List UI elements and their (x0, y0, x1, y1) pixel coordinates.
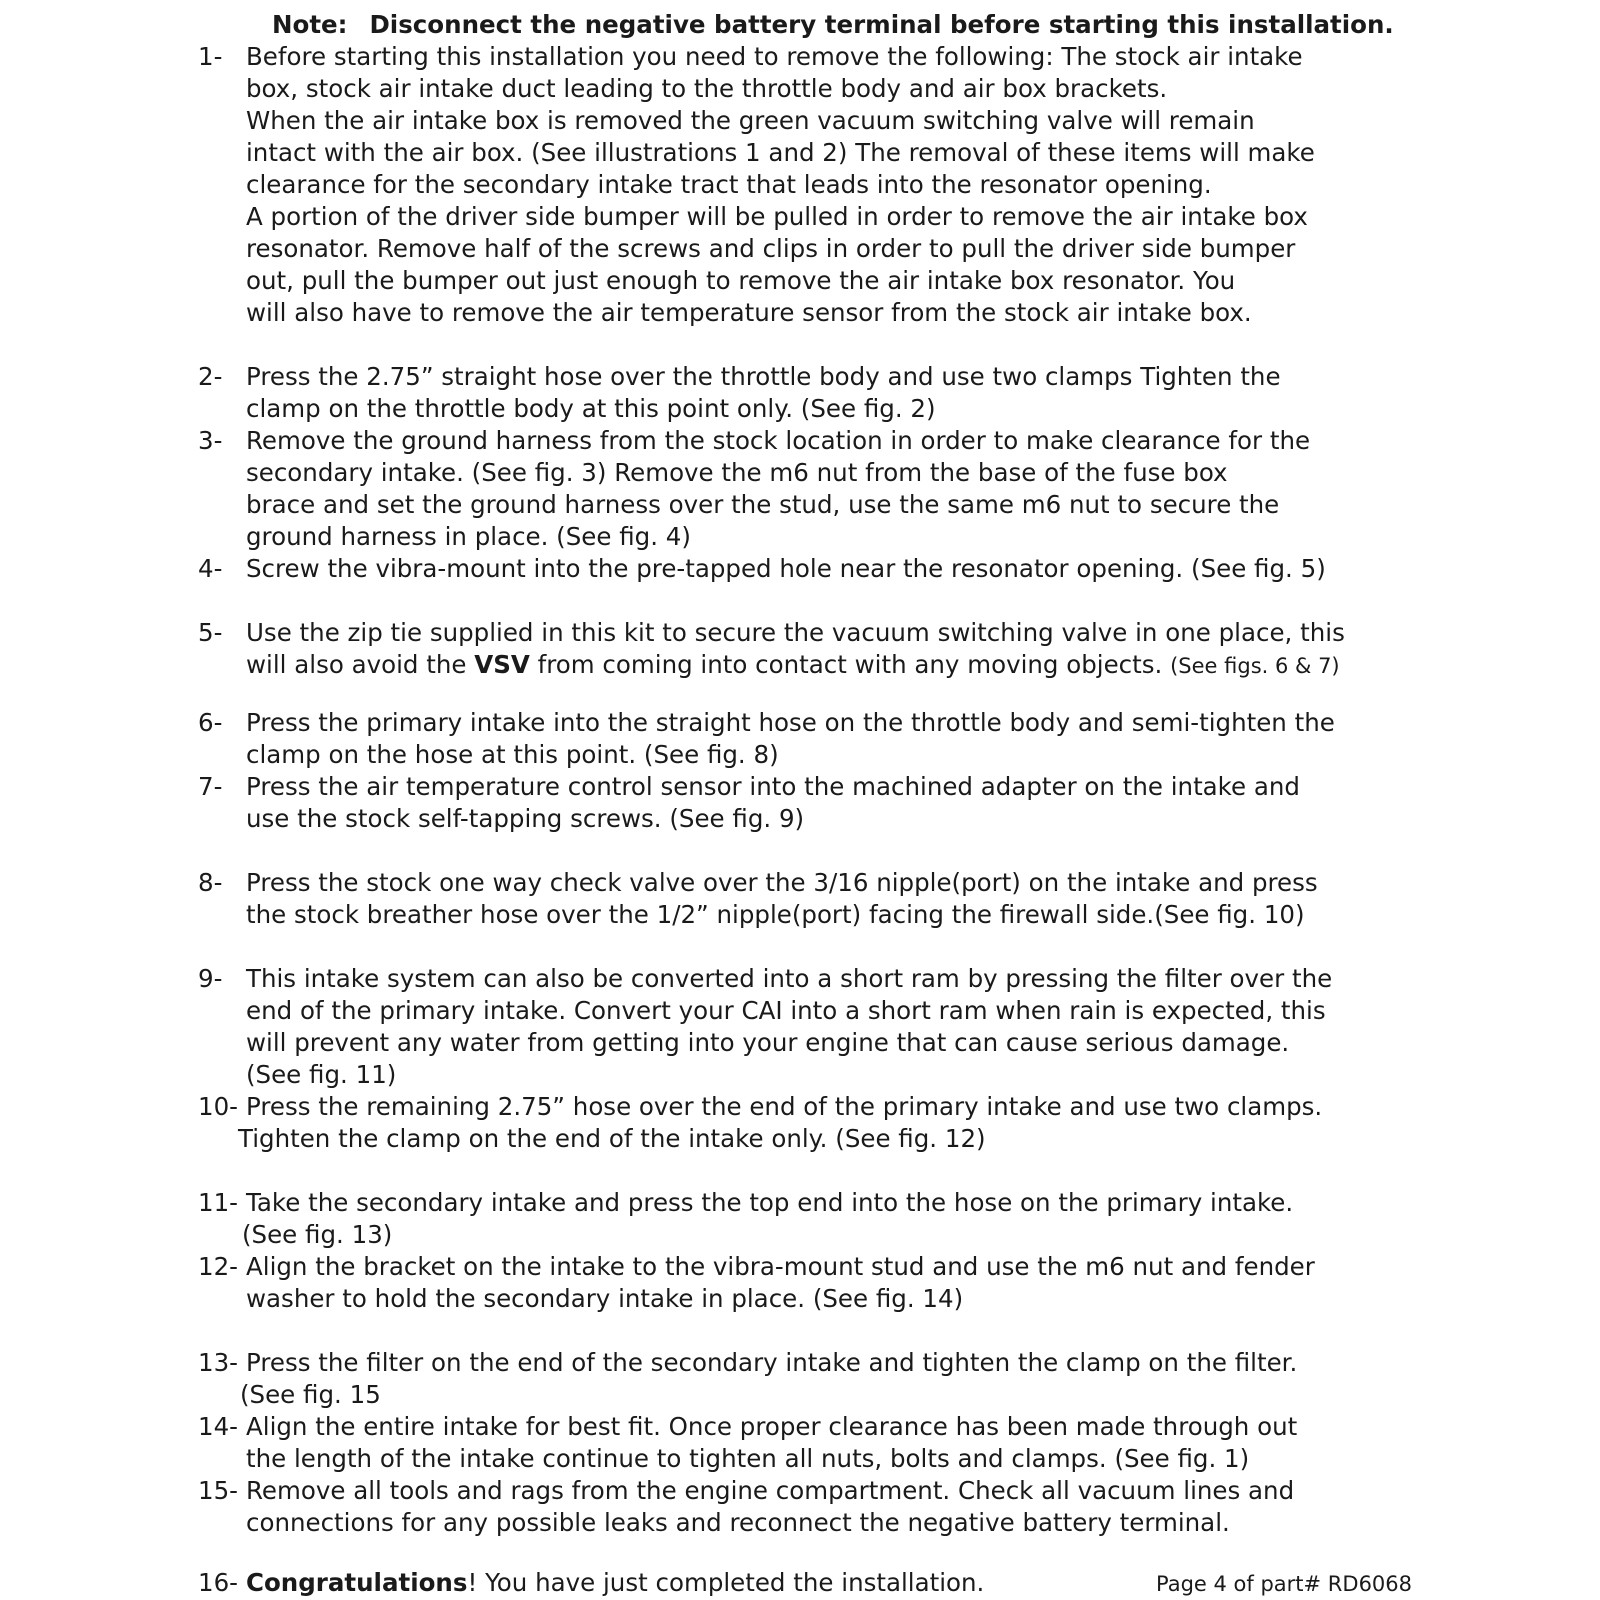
step-text-line: Press the 2.75” straight hose over the throttle body and use two clamps Tighten the (246, 362, 1281, 391)
step-4 (198, 553, 1408, 585)
step-14 (198, 1411, 1408, 1475)
figure-reference: (See figs. 6 & 7) (1170, 654, 1340, 678)
step-text-line: Remove all tools and rags from the engine compartment. Check all vacuum lines and (246, 1476, 1295, 1505)
step-text-line: use the stock self-tapping screws. (See fig. 9) (246, 804, 805, 833)
step-15 (198, 1475, 1408, 1539)
step-number: 5- (198, 618, 223, 647)
step-text-line: Press the stock one way check valve over the 3/16 nipple(port) on the intake and press (246, 868, 1318, 897)
step-text-line: the stock breather hose over the 1/2” nipple(port) facing the firewall side.(See fig. 10) (246, 900, 1305, 929)
step-1 (198, 41, 1408, 329)
step-text-line: resonator. Remove half of the screws and clips in order to pull the driver side bumper (246, 234, 1296, 263)
step-number: 13- (198, 1348, 239, 1377)
step-text-line: clamp on the hose at this point. (See fig. 8) (246, 740, 779, 769)
warning-note (272, 8, 1392, 42)
step-text-line: This intake system can also be converted into a short ram by pressing the filter over the (246, 964, 1333, 993)
step-text-line: Use the zip tie supplied in this kit to secure the vacuum switching valve in one place, this (246, 618, 1345, 647)
step-7 (198, 771, 1408, 835)
step-number: 3- (198, 426, 223, 455)
step-text-line: ground harness in place. (See fig. 4) (246, 522, 691, 551)
step-3 (198, 425, 1408, 553)
step-text-line (198, 649, 1408, 682)
step-text-line: connections for any possible leaks and reconnect the negative battery terminal. (246, 1508, 1230, 1537)
step-number: 10- (198, 1092, 239, 1121)
step-number: 1- (198, 42, 223, 71)
step-text-line: clamp on the throttle body at this point only. (See fig. 2) (246, 394, 936, 423)
step-number: 11- (198, 1188, 239, 1217)
step-6 (198, 707, 1408, 771)
step-5 (198, 617, 1408, 682)
step-number: 14- (198, 1412, 239, 1441)
step-text-line: secondary intake. (See fig. 3) Remove the m6 nut from the base of the fuse box (246, 458, 1228, 487)
step-text-line: Press the remaining 2.75” hose over the end of the primary intake and use two clamps. (246, 1092, 1323, 1121)
step-text-line: Screw the vibra-mount into the pre-tapped hole near the resonator opening. (See fig. 5) (246, 554, 1326, 583)
note-text: Disconnect the negative battery terminal before starting this installation. (369, 10, 1394, 39)
step-text-segment: from coming into contact with any moving objects. (529, 650, 1171, 679)
step-text-line: box, stock air intake duct leading to the throttle body and air box brackets. (246, 74, 1168, 103)
step-number: 2- (198, 362, 223, 391)
page-reference: Page 4 of part# RD6068 (1156, 1572, 1413, 1596)
step-text-line: intact with the air box. (See illustrations 1 and 2) The removal of these items will make (246, 138, 1315, 167)
step-number: 12- (198, 1252, 239, 1281)
step-12 (198, 1251, 1408, 1315)
step-text-segment: will also avoid the (246, 650, 475, 679)
step-10 (198, 1091, 1408, 1155)
step-text-line: out, pull the bumper out just enough to remove the air intake box resonator. You (246, 266, 1236, 295)
note-label: Note: (272, 10, 348, 39)
step-text-line: Tighten the clamp on the end of the intake only. (See fig. 12) (238, 1124, 986, 1153)
step-number: 4- (198, 554, 223, 583)
step-text-line: will also have to remove the air temperature sensor from the stock air intake box. (246, 298, 1252, 327)
step-text-line: will prevent any water from getting into your engine that can cause serious damage. (246, 1028, 1290, 1057)
step-text-line: the length of the intake continue to tighten all nuts, bolts and clamps. (See fig. 1) (246, 1444, 1250, 1473)
step-text-line: Press the filter on the end of the secondary intake and tighten the clamp on the filter. (246, 1348, 1298, 1377)
step-text-line: Take the secondary intake and press the top end into the hose on the primary intake. (246, 1188, 1294, 1217)
step-text-line: washer to hold the secondary intake in place. (See fig. 14) (246, 1284, 964, 1313)
step-9 (198, 963, 1408, 1091)
step-text-line: (See fig. 11) (246, 1060, 397, 1089)
step-text-line: end of the primary intake. Convert your CAI into a short ram when rain is expected, this (246, 996, 1326, 1025)
step-number: 6- (198, 708, 223, 737)
step-text-line: (See fig. 15 (240, 1380, 381, 1409)
step-2 (198, 361, 1408, 425)
step-number: 8- (198, 868, 223, 897)
step-8 (198, 867, 1408, 931)
congratulations-word: Congratulations (246, 1568, 468, 1597)
step-text-segment: ! You have just completed the installation. (467, 1568, 985, 1597)
step-number: 15- (198, 1476, 239, 1505)
step-text-line: Align the entire intake for best fit. Once proper clearance has been made through out (246, 1412, 1298, 1441)
step-text-line: A portion of the driver side bumper will be pulled in order to remove the air intake box (246, 202, 1308, 231)
step-11 (198, 1187, 1408, 1251)
step-text-line: Before starting this installation you need to remove the following: The stock air intake (246, 42, 1303, 71)
step-text-line: (See fig. 13) (242, 1220, 393, 1249)
step-13 (198, 1347, 1408, 1411)
step-number: 16- (198, 1568, 239, 1597)
step-text-line: When the air intake box is removed the green vacuum switching valve will remain (246, 106, 1255, 135)
step-number: 9- (198, 964, 223, 993)
step-text-line: brace and set the ground harness over the stud, use the same m6 nut to secure the (246, 490, 1280, 519)
step-text-line: Press the primary intake into the straight hose on the throttle body and semi-tighten the (246, 708, 1335, 737)
step-text-line: Press the air temperature control sensor into the machined adapter on the intake and (246, 772, 1300, 801)
step-text-line: Remove the ground harness from the stock location in order to make clearance for the (246, 426, 1311, 455)
vsv-abbreviation: VSV (474, 650, 530, 679)
step-number: 7- (198, 772, 223, 801)
step-text-line: clearance for the secondary intake tract that leads into the resonator opening. (246, 170, 1212, 199)
step-text-line: Align the bracket on the intake to the vibra-mount stud and use the m6 nut and fender (246, 1252, 1315, 1281)
